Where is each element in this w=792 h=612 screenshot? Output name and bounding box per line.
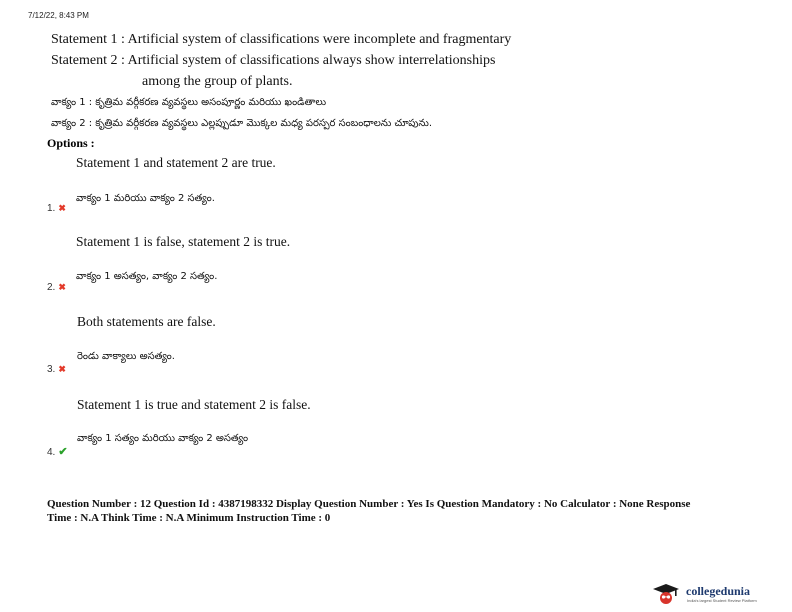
- option-3-number-row: [47, 364, 66, 375]
- option-3-telugu: రెండు వాక్యాలు అసత్యం.: [77, 351, 175, 362]
- question-metadata-line-1: Question Number : 12 Question Id : 4387198332 Display Question Number : Yes Is Question Mandatory : No Calculator : None Response: [47, 498, 691, 510]
- question-metadata-line-2: Time : N.A Think Time : N.A Minimum Instruction Time : 0: [47, 512, 331, 524]
- wrong-mark-icon: ✖: [58, 364, 66, 374]
- correct-check-icon: ✔: [58, 446, 68, 458]
- option-4-number-row: [47, 445, 68, 458]
- option-1-telugu: వాక్యం 1 మరియు వాక్యం 2 సత్యం.: [76, 193, 215, 204]
- statement-2-continuation: among the group of plants.: [142, 74, 293, 89]
- option-4-english: Statement 1 is true and statement 2 is false.: [77, 397, 311, 412]
- option-3-english: Both statements are false.: [77, 314, 216, 329]
- question-metadata: [47, 497, 767, 525]
- option-1-english: Statement 1 and statement 2 are true.: [76, 155, 276, 170]
- option-2-english: Statement 1 is false, statement 2 is true.: [76, 234, 291, 249]
- option-2-number-row: [47, 282, 66, 293]
- print-timestamp: 7/12/22, 8:43 PM: [28, 11, 89, 20]
- collegedunia-logo-icon: [651, 581, 681, 607]
- wrong-mark-icon: ✖: [58, 282, 66, 292]
- option-4-telugu: వాక్యం 1 సత్యం మరియు వాక్యం 2 అసత్యం: [77, 433, 249, 444]
- statement-2-text: : Artificial system of classifications always show interrelationships: [121, 53, 496, 68]
- telugu-statement-1: వాక్యం 1 : కృత్రిమ వర్గీకరణ వ్యవస్థలు అసంపూర్ణం మరియు ఖండితాలు: [51, 97, 327, 108]
- option-1-number: 1.: [47, 203, 56, 214]
- telugu-statement-2: వాక్యం 2 : కృత్రిమ వర్గీకరణ వ్యవస్థలు ఎల్లప్పుడూ మొక్కల మధ్య పరస్పర సంబంధాలను చూపును.: [51, 118, 433, 129]
- statement-2: [51, 52, 495, 70]
- logo-tagline: India's largest Student Review Platform: [687, 598, 757, 603]
- statement-1-text: : Artificial system of classifications were incomplete and fragmentary: [121, 32, 512, 47]
- option-4-number: 4.: [47, 447, 56, 458]
- options-label: Options :: [47, 136, 95, 150]
- option-2-telugu: వాక్యం 1 అసత్యం, వాక్యం 2 సత్యం.: [76, 271, 218, 282]
- option-2-number: 2.: [47, 282, 56, 293]
- wrong-mark-icon: ✖: [58, 203, 66, 213]
- logo-wordmark: collegedunia: [686, 584, 751, 598]
- option-3-number: 3.: [47, 364, 56, 375]
- option-1-number-row: [47, 203, 66, 214]
- statement-1: [51, 31, 511, 49]
- statement-1-label: Statement 1: [51, 32, 118, 47]
- statement-2-label: Statement 2: [51, 53, 118, 68]
